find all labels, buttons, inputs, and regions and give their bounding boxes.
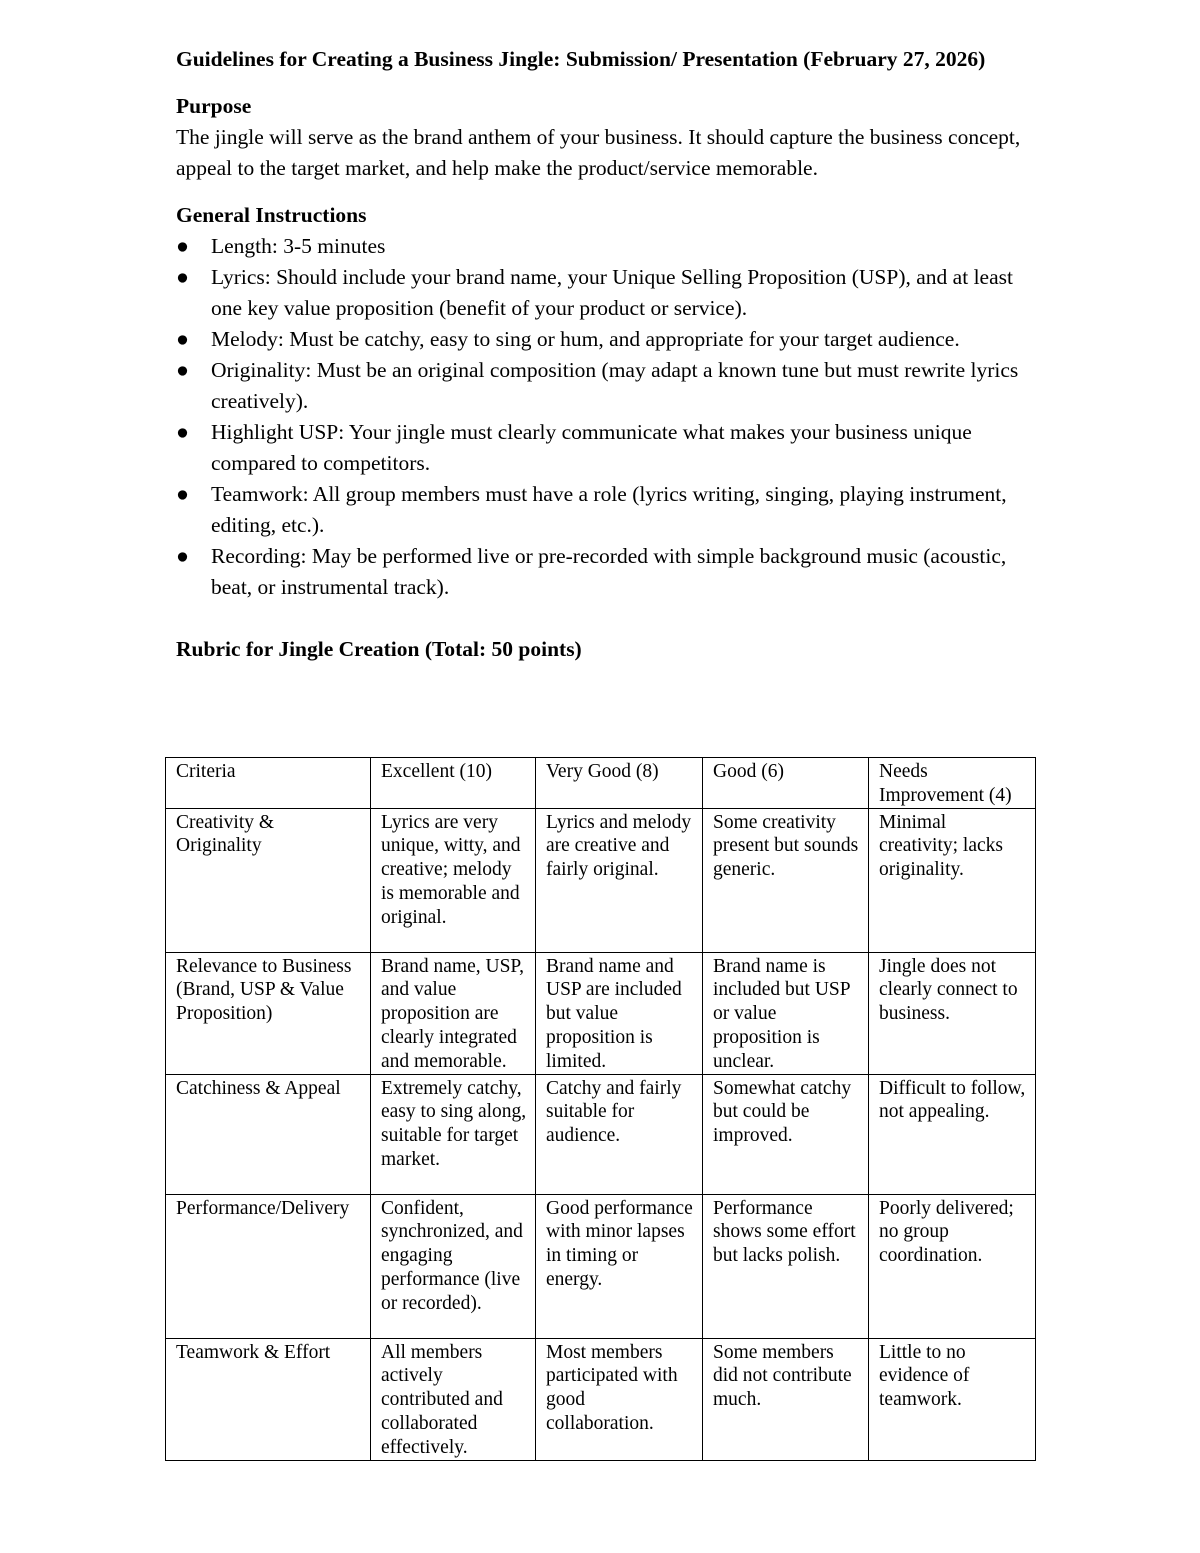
list-item <box>176 355 1036 417</box>
header-cell-very-good: Very Good (8) <box>536 758 703 809</box>
list-item <box>176 231 1036 262</box>
table-cell: Some members did not contribute much. <box>703 1338 869 1460</box>
criteria-cell: Relevance to Business (Brand, USP & Value Proposition) <box>166 952 371 1074</box>
header-cell-good: Good (6) <box>703 758 869 809</box>
document-title: Guidelines for Creating a Business Jingle: Submission/ Presentation (February 27, 2026) <box>176 47 986 71</box>
table-cell: Jingle does not clearly connect to business. <box>869 952 1036 1074</box>
bullet-icon: ● <box>176 544 189 568</box>
criteria-cell: Teamwork & Effort <box>166 1338 371 1460</box>
table-cell: Little to no evidence of teamwork. <box>869 1338 1036 1460</box>
instructions-heading: General Instructions <box>176 203 367 227</box>
list-item-text: Length: 3-5 minutes <box>211 234 386 258</box>
list-item <box>176 417 1036 479</box>
list-item-text: Highlight USP: Your jingle must clearly communicate what makes your business unique compared to competitors. <box>211 420 972 475</box>
table-cell: Brand name is included but USP or value proposition is unclear. <box>703 952 869 1074</box>
purpose-heading: Purpose <box>176 94 252 118</box>
table-cell: All members actively contributed and collaborated effectively. <box>371 1338 536 1460</box>
rubric-table <box>165 757 1036 1461</box>
list-item-text: Recording: May be performed live or pre-recorded with simple background music (acoustic, beat, or instrumental track). <box>211 544 1007 599</box>
table-cell: Difficult to follow, not appealing. <box>869 1074 1036 1194</box>
table-cell: Lyrics and melody are creative and fairly original. <box>536 808 703 952</box>
header-cell-criteria: Criteria <box>166 758 371 809</box>
bullet-icon: ● <box>176 420 189 444</box>
bullet-icon: ● <box>176 327 189 351</box>
table-cell: Minimal creativity; lacks originality. <box>869 808 1036 952</box>
bullet-icon: ● <box>176 358 189 382</box>
table-cell: Poorly delivered; no group coordination. <box>869 1194 1036 1338</box>
header-cell-needs-improvement: Needs Improvement (4) <box>869 758 1036 809</box>
criteria-cell: Creativity & Originality <box>166 808 371 952</box>
rubric-heading: Rubric for Jingle Creation (Total: 50 points) <box>176 637 582 661</box>
table-cell: Brand name, USP, and value proposition are clearly integrated and memorable. <box>371 952 536 1074</box>
bullet-icon: ● <box>176 482 189 506</box>
list-item-text: Lyrics: Should include your brand name, your Unique Selling Proposition (USP), and at least one key value proposition (benefit of your product or service). <box>211 265 1013 320</box>
bullet-icon: ● <box>176 234 189 258</box>
table-row <box>166 1194 1036 1338</box>
list-item <box>176 541 1036 603</box>
table-cell: Lyrics are very unique, witty, and creative; melody is memorable and original. <box>371 808 536 952</box>
table-row <box>166 952 1036 1074</box>
table-cell: Brand name and USP are included but value proposition is limited. <box>536 952 703 1074</box>
instructions-list <box>176 231 1036 603</box>
table-header-row <box>166 758 1036 809</box>
table-cell: Somewhat catchy but could be improved. <box>703 1074 869 1194</box>
list-item <box>176 324 1036 355</box>
header-cell-excellent: Excellent (10) <box>371 758 536 809</box>
list-item-text: Teamwork: All group members must have a role (lyrics writing, singing, playing instrument, editing, etc.). <box>211 482 1007 537</box>
table-cell: Extremely catchy, easy to sing along, suitable for target market. <box>371 1074 536 1194</box>
table-cell: Some creativity present but sounds generic. <box>703 808 869 952</box>
list-item-text: Originality: Must be an original composition (may adapt a known tune but must rewrite lyrics creatively). <box>211 358 1019 413</box>
criteria-cell: Performance/Delivery <box>166 1194 371 1338</box>
criteria-cell: Catchiness & Appeal <box>166 1074 371 1194</box>
table-cell: Most members participated with good collaboration. <box>536 1338 703 1460</box>
document-page <box>176 44 1036 665</box>
table-cell: Catchy and fairly suitable for audience. <box>536 1074 703 1194</box>
table-row <box>166 808 1036 952</box>
table-row <box>166 1338 1036 1460</box>
table-cell: Confident, synchronized, and engaging performance (live or recorded). <box>371 1194 536 1338</box>
list-item <box>176 479 1036 541</box>
purpose-text: The jingle will serve as the brand anthem of your business. It should capture the business concept, appeal to the target market, and help make the product/service memorable. <box>176 125 1021 180</box>
table-cell: Good performance with minor lapses in timing or energy. <box>536 1194 703 1338</box>
table-cell: Performance shows some effort but lacks polish. <box>703 1194 869 1338</box>
list-item-text: Melody: Must be catchy, easy to sing or hum, and appropriate for your target audience. <box>211 327 960 351</box>
bullet-icon: ● <box>176 265 189 289</box>
table-row <box>166 1074 1036 1194</box>
list-item <box>176 262 1036 324</box>
